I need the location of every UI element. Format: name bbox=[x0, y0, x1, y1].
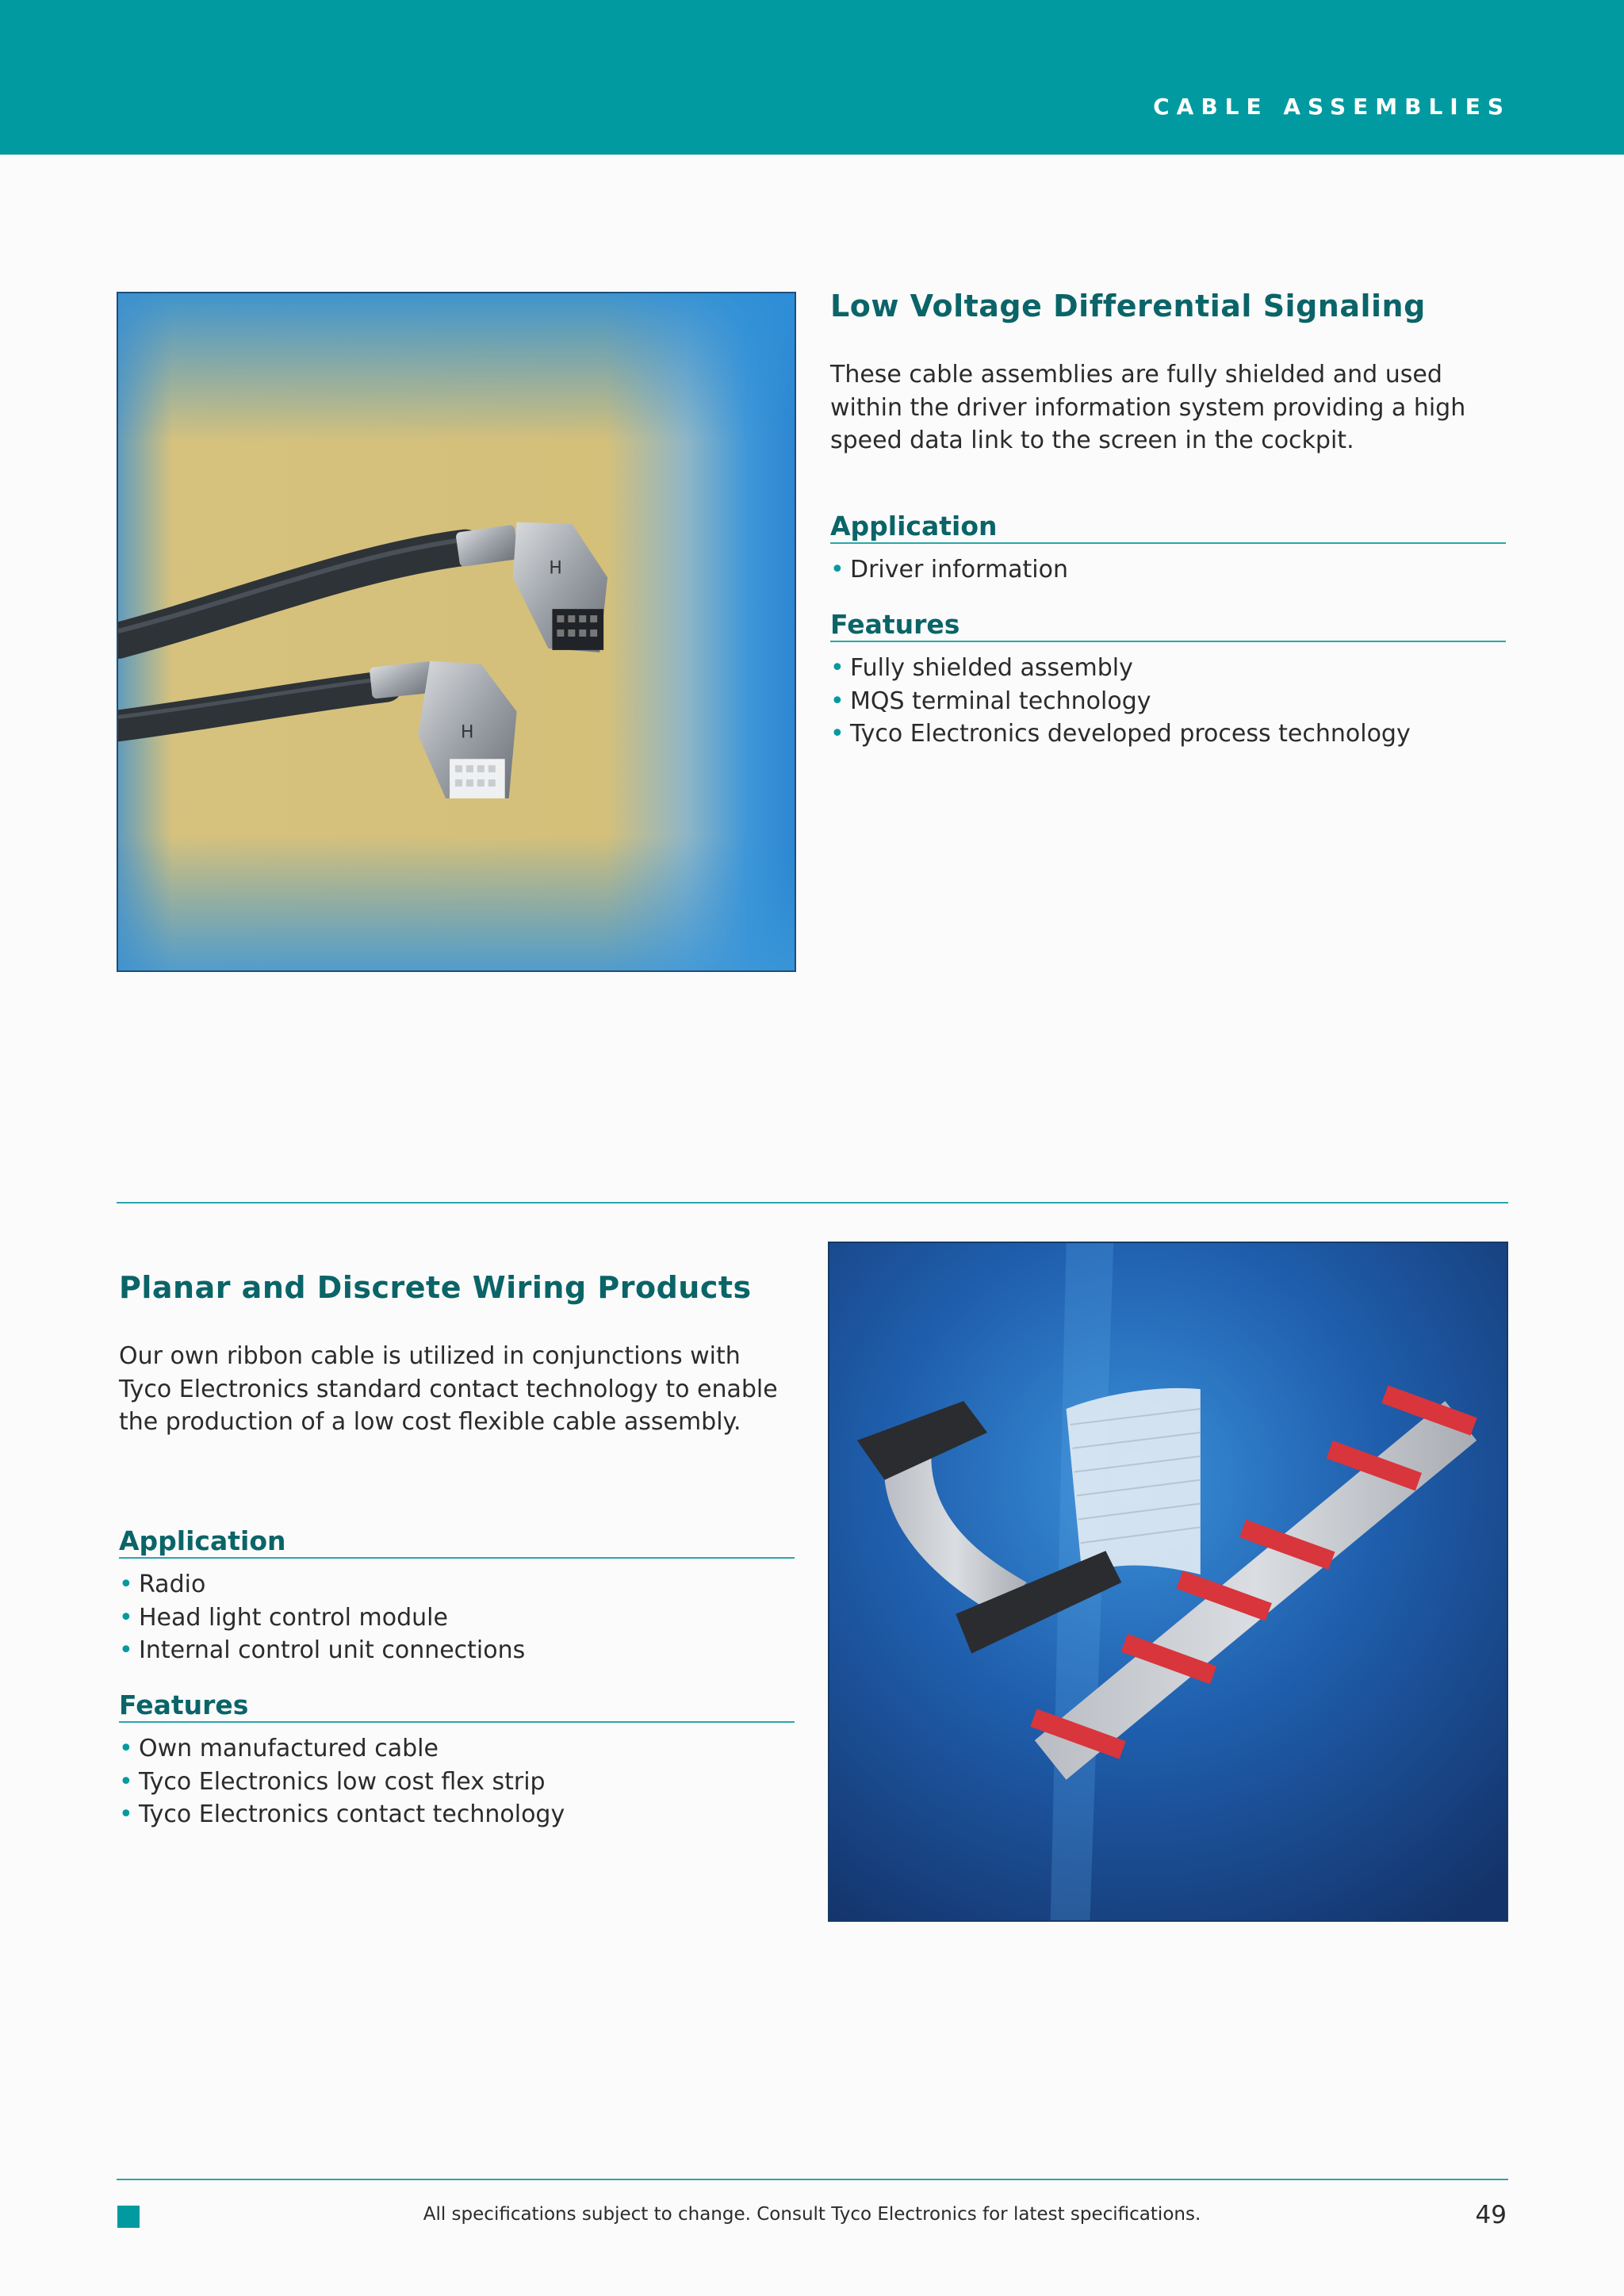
list-item: • Tyco Electronics low cost flex strip bbox=[119, 1766, 795, 1799]
bullet-icon: • bbox=[119, 1800, 133, 1828]
footer-note: All specifications subject to change. Consult Tyco Electronics for latest specifications. bbox=[423, 2204, 1201, 2225]
lvds-application-heading: Application bbox=[830, 511, 1506, 544]
list-item: • Tyco Electronics contact technology bbox=[119, 1798, 795, 1831]
ribbon-cable-photo bbox=[828, 1242, 1508, 1922]
lvds-application-block bbox=[830, 511, 1506, 587]
bullet-icon: • bbox=[119, 1571, 133, 1598]
bullet-icon: • bbox=[119, 1636, 133, 1664]
list-item: • Tyco Electronics developed process technology bbox=[830, 718, 1506, 751]
lvds-features-list bbox=[830, 652, 1506, 751]
bullet-icon: • bbox=[119, 1767, 133, 1796]
list-item: • Head light control module bbox=[119, 1601, 795, 1635]
planar-features-block bbox=[119, 1689, 795, 1831]
planar-title: Planar and Discrete Wiring Products bbox=[119, 1270, 752, 1305]
list-item: • Internal control unit connections bbox=[119, 1634, 795, 1667]
lvds-cable-photo bbox=[117, 292, 796, 972]
section-divider bbox=[117, 1202, 1508, 1203]
bullet-icon: • bbox=[830, 654, 845, 682]
bullet-icon: • bbox=[119, 1735, 133, 1762]
bullet-icon: • bbox=[830, 556, 845, 584]
planar-features-list bbox=[119, 1732, 795, 1831]
lvds-application-list bbox=[830, 553, 1506, 587]
bullet-icon: • bbox=[830, 720, 845, 748]
planar-application-block bbox=[119, 1525, 795, 1667]
lvds-description: These cable assemblies are fully shielded and used within the driver information system providing a high speed data link to the screen in the cockpit. bbox=[830, 361, 1466, 454]
footer-divider bbox=[117, 2179, 1508, 2180]
bullet-icon: • bbox=[119, 1603, 133, 1632]
lvds-features-block bbox=[830, 609, 1506, 751]
planar-features-heading: Features bbox=[119, 1689, 795, 1723]
header-title: CABLE ASSEMBLIES bbox=[1153, 94, 1511, 120]
svg-text:H: H bbox=[460, 722, 474, 743]
header-band bbox=[0, 0, 1624, 155]
lvds-features-heading: Features bbox=[830, 609, 1506, 642]
lvds-title: Low Voltage Differential Signaling bbox=[830, 289, 1426, 323]
bullet-icon: • bbox=[830, 687, 845, 715]
planar-application-heading: Application bbox=[119, 1525, 795, 1559]
list-item: • Radio bbox=[119, 1568, 795, 1601]
planar-description: Our own ribbon cable is utilized in conjunctions with Tyco Electronics standard contact technology to enable the production of a low cost flexible cable assembly. bbox=[119, 1342, 778, 1436]
planar-application-list bbox=[119, 1568, 795, 1667]
page-number: 49 bbox=[1475, 2201, 1507, 2229]
list-item: • Fully shielded assembly bbox=[830, 652, 1506, 685]
list-item: • Own manufactured cable bbox=[119, 1732, 795, 1766]
list-item: • MQS terminal technology bbox=[830, 685, 1506, 718]
list-item: • Driver information bbox=[830, 553, 1506, 587]
svg-text:H: H bbox=[549, 558, 562, 579]
